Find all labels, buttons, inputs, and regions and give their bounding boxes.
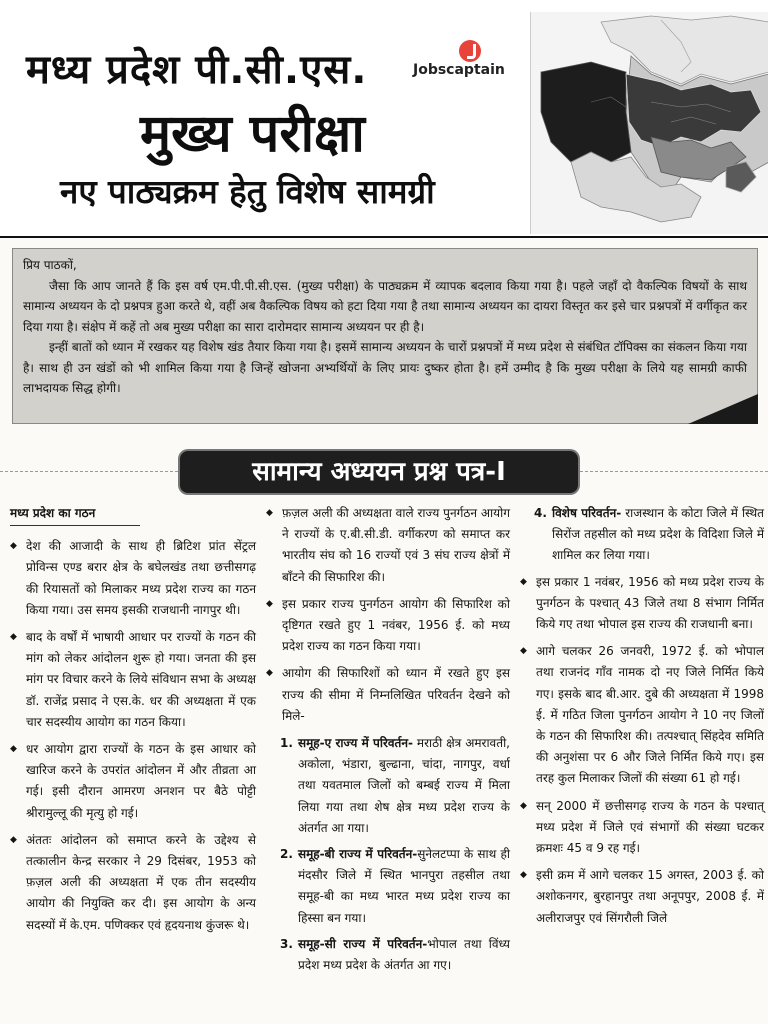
column-2 — [266, 503, 510, 981]
column-heading: मध्य प्रदेश का गठन — [10, 503, 140, 526]
bullet-item: ◆ इस प्रकार 1 नवंबर, 1956 को मध्य प्रदेश राज्य के पुनर्गठन के पश्चात् 43 जिले तथा 8 संभाग निर्मित किये गए तथा भोपाल इस राज्य की राजधानी बना। — [520, 572, 764, 636]
item-title: विशेष परिवर्तन- — [552, 506, 622, 520]
title-line-2: मुख्य परीक्षा — [140, 104, 365, 164]
item-text: मराठी क्षेत्र अमरावती, अकोला, भंडारा, बुल्ढाना, चांदा, नागपुर, वर्धा तथा यवतमाल जिलों को बम्बई राज्य में मिला लिया गया तथा शेष क्षेत्र मध्य प्रदेश राज्य के अंतर्गत आ गया। — [298, 736, 510, 835]
bullet-item: ◆ देश की आजादी के साथ ही ब्रिटिश प्रांत सेंट्रल प्रोविन्स एण्ड बरार क्षेत्र के बघेलखंड तथा छत्तीसगढ़ की रियासतों को मिलाकर मध्य प्रदेश राज्य का गठन किया गया। उस समय इसकी राजधानी नागपुर थी। — [10, 536, 256, 621]
bullet-item: ◆ अंततः आंदोलन को समाप्त करने के उद्देश्य से तत्कालीन केन्द्र सरकार ने 29 दिसंबर, 1953 को फ़ज़ल अली की अध्यक्षता में एक तीन सदस्यीय आयोग की नियुक्ति कर दी। इस आयोग के अन्य सदस्यों में के.एम. पणिक्कर एवं हृदयनाथ कुंजरू थे। — [10, 830, 256, 936]
numbered-item — [266, 733, 510, 839]
bullet-item: ◆ सन् 2000 में छत्तीसगढ़ राज्य के गठन के पश्चात् मध्य प्रदेश में जिले एवं संभागों की संख्या घटकर क्रमशः 45 व 9 रह गई। — [520, 796, 764, 860]
bullet-item: ◆ इसी क्रम में आगे चलकर 15 अगस्त, 2003 ई. को अशोकनगर, बुरहानपुर तथा अनूपपुर, 2008 ई. में अलीराजपुर एवं सिंगरौली जिले — [520, 865, 764, 929]
item-number: 1. — [280, 736, 293, 751]
item-text: भोपाल तथा विंध्य प्रदेश मध्य प्रदेश के अंतर्गत आ गए। — [298, 936, 510, 973]
bullet-item: ◆ फ़ज़ल अली की अध्यक्षता वाले राज्य पुनर्गठन आयोग ने राज्यों के ए.बी.सी.डी. वर्गीकरण को समाप्त कर भारतीय संघ को 16 राज्यों एवं 3 संघ राज्य क्षेत्रों में बाँटने की सिफारिश की। — [266, 503, 510, 588]
intro-paragraph-1: जैसा कि आप जानते हैं कि इस वर्ष एम.पी.पी.सी.एस. (मुख्य परीक्षा) के पाठ्यक्रम में व्यापक बदलाव किया गया है। पहले जहाँ दो वैकल्पिक विषयों के साथ सामान्य अध्ययन के दो प्रश्नपत्र हुआ करते थे, वहीं अब वैकल्पिक विषय को हटा दिया गया है तथा सामान्य अध्ययन का दायरा विस्तृत कर इसे चार प्रश्नपत्रों में वर्गीकृत कर दिया गया है। संक्षेप में कहें तो अब मुख्य परीक्षा का सारा दारोमदार सामान्य अध्ययन पर ही है। — [23, 278, 747, 334]
item-title: समूह-बी राज्य में परिवर्तन- — [298, 847, 418, 862]
section-banner-title: सामान्य अध्ययन प्रश्न पत्र-I — [252, 457, 506, 487]
bullet-item: ◆ धर आयोग द्वारा राज्यों के गठन के इस आधार को खारिज करने के उपरांत आंदोलन में और तीव्रता आ गई। इसी दौरान आमरण अनशन पर बैठे पोट्टी श्रीरामुल्लू की मृत्यु हो गई। — [10, 739, 256, 824]
logo-text: Jobscaptain — [413, 62, 505, 78]
map-icon — [531, 12, 768, 234]
intro-paragraph-2: इन्हीं बातों को ध्यान में रखकर यह विशेष खंड तैयार किया गया है। इसमें सामान्य अध्ययन के चारों प्रश्नपत्रों में मध्य प्रदेश से संबंधित टॉपिक्स का संकलन किया गया है। साथ ही उन खंडों को भी शामिल किया गया है जिन्हें खोजना अभ्यर्थियों के लिए प्रायः दुष्कर होता है। हमें उम्मीद है कि मुख्य परीक्षा के लिये यह सामग्री काफी लाभदायक सिद्ध होगी। — [23, 340, 747, 395]
bullet-item: ◆ आगे चलकर 26 जनवरी, 1972 ई. को भोपाल तथा राजनंद गाँव नामक दो नए जिले निर्मित किये गए। इसके बाद बी.आर. दुबे की अध्यक्षता में 1998 ई. में गठित जिला पुनर्गठन आयोग ने 10 नए जिलों के गठन की सिफारिश की। तत्पश्चात् सिंहदेव समिति की अनुशंसा पर 6 और जिले निर्मित किये गए। इस तरह कुल मिलाकर जिलों की संख्या 61 हो गई। — [520, 641, 764, 789]
intro-salutation: प्रिय पाठकों, — [23, 258, 77, 272]
intro-box — [12, 248, 758, 424]
section-banner — [180, 451, 578, 493]
header-area — [0, 0, 768, 238]
numbered-item — [266, 934, 510, 976]
title-line-3: नए पाठ्यक्रम हेतु विशेष सामग्री — [60, 172, 435, 211]
item-number: 4. — [534, 506, 547, 520]
bullet-item: ◆ बाद के वर्षों में भाषायी आधार पर राज्यों के गठन की मांग को लेकर आंदोलन शुरू हो गया। जनता की इस मांग पर विचार करने के लिये संविधान सभा के अध्यक्ष डॉ. राजेंद्र प्रसाद ने एस.के. धर की अध्यक्षता में एक चार सदस्यीय आयोग का गठन किया। — [10, 627, 256, 733]
numbered-item — [266, 844, 510, 929]
item-number: 2. — [280, 847, 293, 862]
jobscaptain-logo — [413, 40, 523, 82]
item-title: समूह-सी राज्य में परिवर्तन- — [298, 936, 428, 951]
item-number: 3. — [280, 936, 293, 951]
column-3 — [520, 503, 764, 935]
item-text: राजस्थान के कोटा जिले में स्थित सिरोंज तहसील को मध्य प्रदेश के विदिशा जिले में शामिल कर लिया गया। — [552, 506, 764, 563]
item-title: समूह-ए राज्य में परिवर्तन- — [298, 736, 414, 751]
title-line-1: मध्य प्रदेश पी.सी.एस. — [26, 47, 368, 93]
intro-corner-decoration — [688, 394, 758, 424]
bullet-item: ◆ इस प्रकार राज्य पुनर्गठन आयोग की सिफारिश को दृष्टिगत रखते हुए 1 नवंबर, 1956 ई. को मध्य प्रदेश राज्य का गठन किया गया। — [266, 594, 510, 658]
logo-mark-icon — [459, 40, 481, 62]
item-text: सुनेलटप्पा के साथ ही मंदसौर जिले में स्थित भानपुरा तहसील तथा समूह-बी का मध्य भारत मध्य प्रदेश राज्य का हिस्सा बन गया। — [298, 847, 510, 925]
column-1 — [10, 503, 256, 942]
numbered-item — [520, 503, 764, 567]
bullet-item: ◆ आयोग की सिफारिशों को ध्यान में रखते हुए इस राज्य की सीमा में निम्नलिखित परिवर्तन देखने को मिले- — [266, 663, 510, 727]
state-map-image — [530, 12, 768, 234]
